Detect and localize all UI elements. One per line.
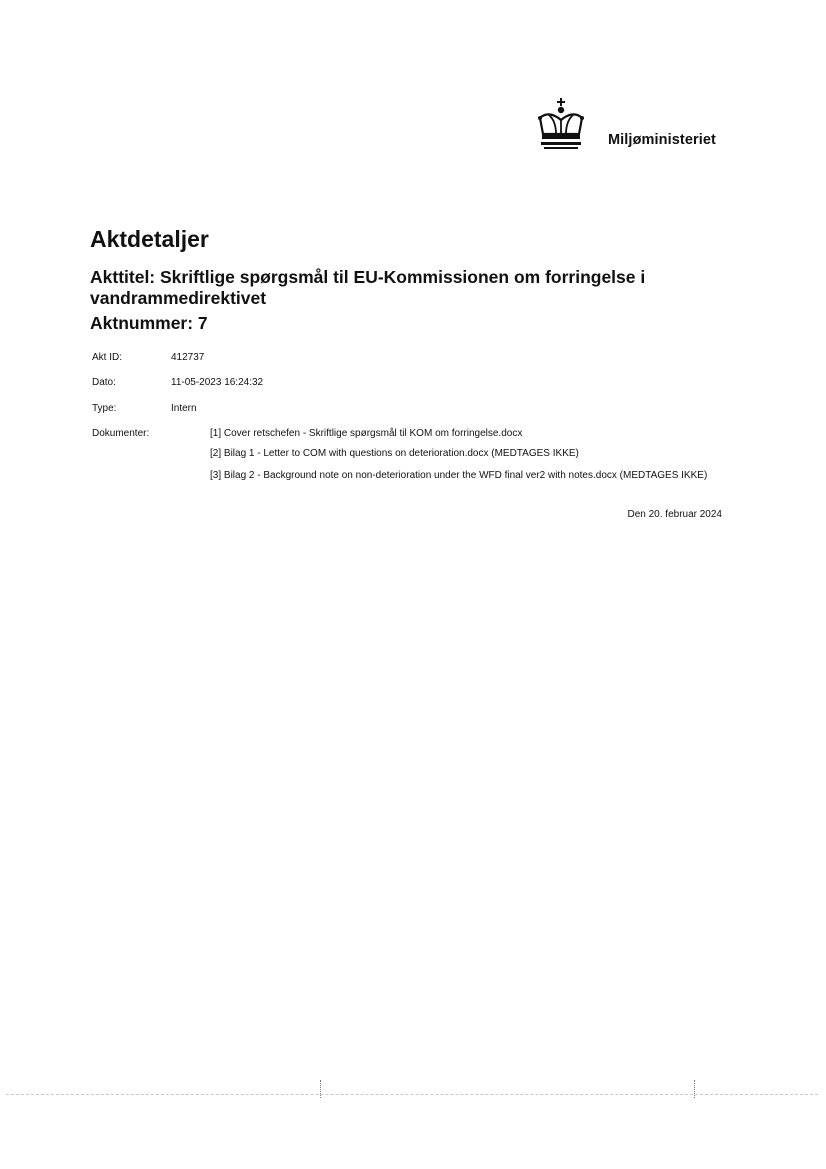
page-title: Aktdetaljer xyxy=(90,226,209,252)
document-item-2: [2] Bilag 1 - Letter to COM with questions on deterioration.docx (MEDTAGES IKKE) xyxy=(210,448,579,459)
ministry-name: Miljøministeriet xyxy=(608,132,716,148)
document-item-1: [1] Cover retschefen - Skriftlige spørgsmål til KOM om forringelse.docx xyxy=(210,428,523,439)
type-label: Type: xyxy=(92,403,117,414)
dato-label: Dato: xyxy=(92,377,116,388)
footer-date: Den 20. februar 2024 xyxy=(627,509,722,520)
royal-crown-icon xyxy=(536,98,586,150)
ministry-logo xyxy=(536,98,736,154)
dokumenter-label: Dokumenter: xyxy=(92,428,150,439)
type-value: Intern xyxy=(171,403,197,414)
akt-number: Aktnummer: 7 xyxy=(90,313,208,333)
akt-id-label: Akt ID: xyxy=(92,352,123,363)
document-item-3: [3] Bilag 2 - Background note on non-deterioration under the WFD final ver2 with notes.docx (MEDTAGES IKKE) xyxy=(210,470,708,481)
akt-title: Akttitel: Skriftlige spørgsmål til EU-Kommissionen om forringelse i vandrammedirektivet xyxy=(90,267,646,308)
dato-value: 11-05-2023 16:24:32 xyxy=(171,377,264,388)
scan-artifact-mark xyxy=(694,1080,697,1098)
akt-id-value: 412737 xyxy=(171,352,205,363)
scan-artifact-mark xyxy=(320,1080,323,1098)
